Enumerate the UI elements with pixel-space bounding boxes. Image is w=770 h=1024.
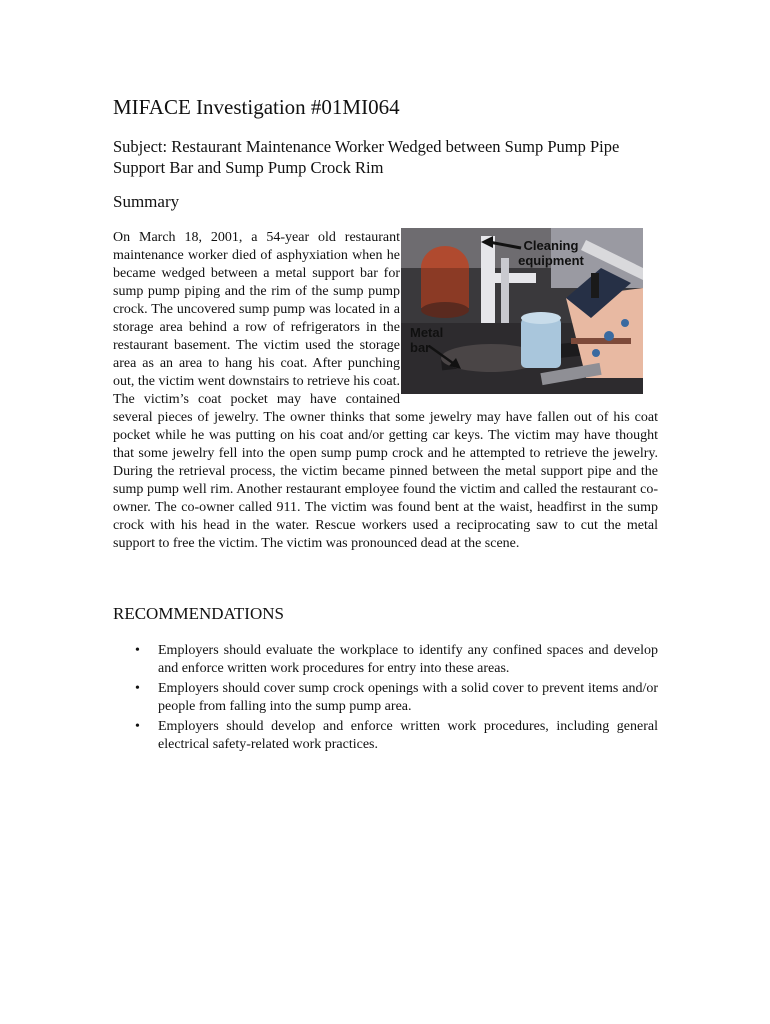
bullet-icon: • <box>135 681 140 696</box>
recommendations-list <box>113 642 658 756</box>
document-title: MIFACE Investigation #01MI064 <box>113 95 400 119</box>
summary-paragraph: On March 18, 2001, a 54-year old restaurant maintenance worker died of asphyxiation when he became wedged between a metal support bar for sump pump piping and the rim of the sump pump crock. The uncovered sump pump was located in a storage area behind a row of refrigerators in the restaurant basement. The victim used the storage area as an area to hang his coat. After punching out, the victim went downstairs to retrieve his coat. The victim’s coat pocket may have contained several pieces of jewelry. The owner thinks that some jewelry may have fallen out of his coat pocket while he was putting on his coat and/or getting car keys. The victim may have thought that some jewelry fell into the open sump pump crock and he attempted to retrieve the jewelry. During the retrieval process, the victim became pinned between the metal support pipe and the sump pump well rim. Another restaurant employee found the victim and called the restaurant co-owner. The co-owner called 911. The victim was found bent at the waist, headfirst in the sump crock with his head in the water. Rescue workers used a reciprocating saw to cut the metal support to free the victim. The victim was pronounced dead at the scene. <box>113 230 658 551</box>
recommendations-heading: RECOMMENDATIONS <box>113 604 284 623</box>
photo-text-wrap-spacer <box>400 229 658 401</box>
list-item <box>113 718 658 754</box>
bullet-icon: • <box>135 643 140 658</box>
recommendation-text: Employers should cover sump crock openings with a solid cover to prevent items and/or people from falling into the sump pump area. <box>158 681 658 714</box>
subject-line: Subject: Restaurant Maintenance Worker Wedged between Sump Pump Pipe Support Bar and Sump Pump Crock Rim <box>113 137 620 177</box>
recommendation-text: Employers should evaluate the workplace to identify any confined spaces and develop and enforce written work procedures for entry into these areas. <box>158 643 658 676</box>
recommendation-text: Employers should develop and enforce written work procedures, including general electrical safety-related work practices. <box>158 719 658 752</box>
list-item <box>113 642 658 678</box>
bullet-icon: • <box>135 719 140 734</box>
list-item <box>113 680 658 716</box>
summary-heading: Summary <box>113 192 180 211</box>
photo-label-metal-bar: Metal bar <box>410 325 444 355</box>
photo-label-cleaning-equipment: Cleaning equipment <box>518 238 584 268</box>
summary-body <box>113 229 658 553</box>
